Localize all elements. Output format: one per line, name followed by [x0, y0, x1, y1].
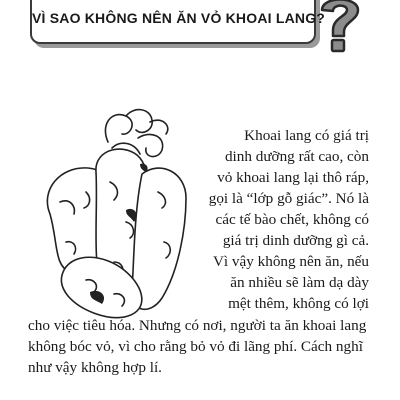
paragraph-line: Khoai lang có giá trị	[244, 127, 369, 144]
page-title: VÌ SAO KHÔNG NÊN ĂN VỎ KHOAI LANG?	[32, 10, 326, 26]
paragraph-line: dinh dưỡng rất cao, còn	[224, 148, 369, 165]
paragraph-line: giá trị dinh dưỡng gì cả.	[222, 232, 369, 249]
paragraph-line: gọi là “lớp gỗ giác”. Nó là	[208, 190, 369, 207]
paragraph-line: không bóc vỏ, vì cho rằng bỏ vỏ đi lãng phí. Cách nghĩ	[28, 338, 363, 355]
paragraph-line: các tế bào chết, không có	[215, 211, 369, 228]
paragraph-line: Vì vậy không nên ăn, nếu	[212, 253, 369, 270]
paragraph-line: như vậy không hợp lí.	[28, 359, 162, 376]
paragraph-line: ăn nhiều sẽ làm dạ dày	[230, 274, 369, 291]
paragraph-line: mệt thêm, không có lợi	[228, 295, 369, 312]
question-mark-icon	[300, 0, 380, 58]
paragraph-line: cho việc tiêu hóa. Nhưng có nơi, người ta ăn khoai lang	[28, 317, 367, 334]
paragraph-line: vỏ khoai lang lại thô ráp,	[217, 169, 369, 186]
